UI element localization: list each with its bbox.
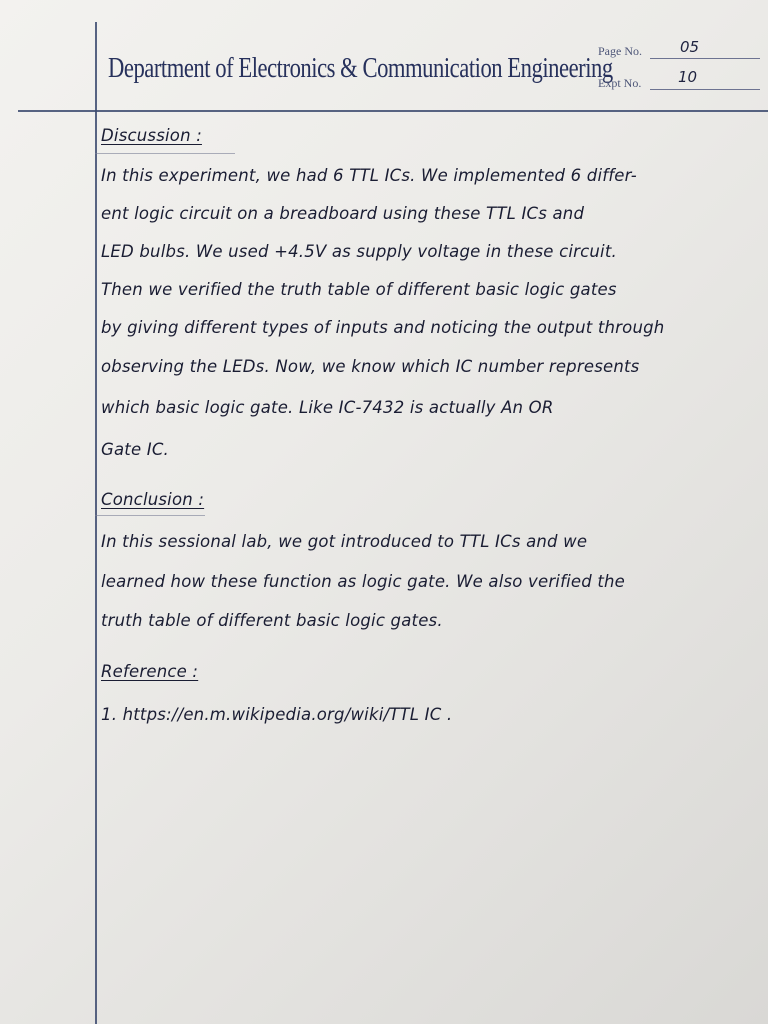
discussion-line: by giving different types of inputs and noticing the output through <box>101 318 665 337</box>
expt-number-value: 10 <box>678 68 698 86</box>
discussion-line: ent logic circuit on a breadboard using these TTL ICs and <box>101 204 585 223</box>
reference-line: 1. https://en.m.wikipedia.org/wiki/TTL IC . <box>101 705 453 724</box>
conclusion-line: truth table of different basic logic gates. <box>101 611 443 630</box>
discussion-line: Then we verified the truth table of different basic logic gates <box>101 280 617 299</box>
header-rule <box>18 110 768 112</box>
page-number-value: 05 <box>680 38 700 56</box>
left-margin-line <box>95 22 97 1024</box>
conclusion-line: In this sessional lab, we got introduced to TTL ICs and we <box>101 532 588 551</box>
conclusion-line: learned how these function as logic gate. We also verified the <box>101 572 626 591</box>
page-number-label: Page No. <box>598 44 642 58</box>
page-number-line <box>650 58 760 59</box>
discussion-line: which basic logic gate. Like IC-7432 is actually An OR <box>101 398 554 417</box>
department-title: Department of Electronics & Communication Engineering <box>108 52 613 84</box>
reference-heading: Reference : <box>101 662 199 681</box>
expt-number-label: Expt No. <box>598 76 642 90</box>
discussion-line: observing the LEDs. Now, we know which IC number represents <box>101 357 640 376</box>
discussion-line: Gate IC. <box>101 440 169 459</box>
conclusion-heading: Conclusion : <box>101 490 205 509</box>
conclusion-heading-rule <box>95 515 205 516</box>
discussion-heading-rule <box>95 153 235 154</box>
discussion-line: In this experiment, we had 6 TTL ICs. We implemented 6 differ- <box>101 166 637 185</box>
discussion-heading: Discussion : <box>101 126 202 145</box>
expt-number-line <box>650 89 760 90</box>
discussion-line: LED bulbs. We used +4.5V as supply voltage in these circuit. <box>101 242 617 261</box>
